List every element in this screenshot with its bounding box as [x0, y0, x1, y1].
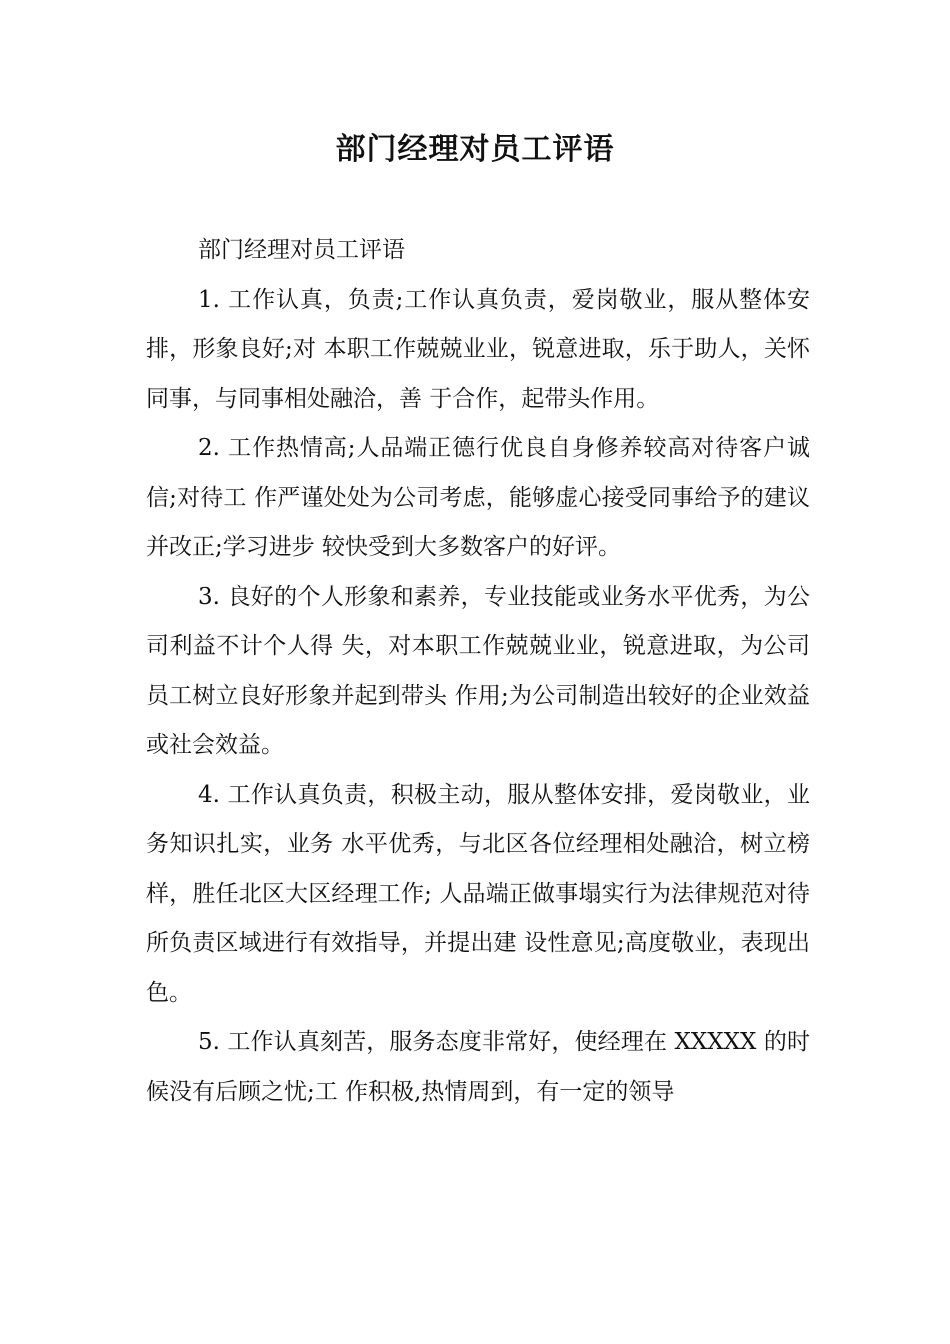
paragraph-item-3: 3. 良好的个人形象和素养，专业技能或业务水平优秀，为公司利益不计个人得 失，对本职工作兢兢业业，锐意进取，为公司员工树立良好形象并起到带头 作用;为公司制造出较好的企业效益或社会效益。	[146, 583, 810, 758]
paragraph-item-4: 4. 工作认真负责，积极主动，服从整体安排，爱岗敬业，业务知识扎实，业务 水平优秀，与北区各位经理相处融洽，树立榜样，胜任北区大区经理工作; 人品端正做事塌实行为法律规范对待所负责区域进行有效指导，并提出建 设性意见;高度敬业，表现出色。	[146, 781, 810, 1006]
paragraph-item-2: 2. 工作热情高;人品端正德行优良自身修养较高对待客户诚信;对待工 作严谨处处为公司考虑，能够虚心接受同事给予的建议并改正;学习进步 较快受到大多数客户的好评。	[146, 435, 810, 560]
paragraph-item-5: 5. 工作认真刻苦，服务态度非常好，使经理在 XXXXX 的时候没有后顾之忧;工 作积极,热情周到，有一定的领导	[146, 1029, 810, 1105]
paragraph-item-1: 1. 工作认真，负责;工作认真负责，爱岗敬业，服从整体安排，形象良好;对 本职工作兢兢业业，锐意进取，乐于助人，关怀同事，与同事相处融洽，善 于合作，起带头作用。	[146, 286, 810, 412]
document-title: 部门经理对员工评语	[335, 132, 615, 167]
document-subtitle: 部门经理对员工评语	[198, 237, 405, 263]
document-body	[146, 226, 810, 1117]
